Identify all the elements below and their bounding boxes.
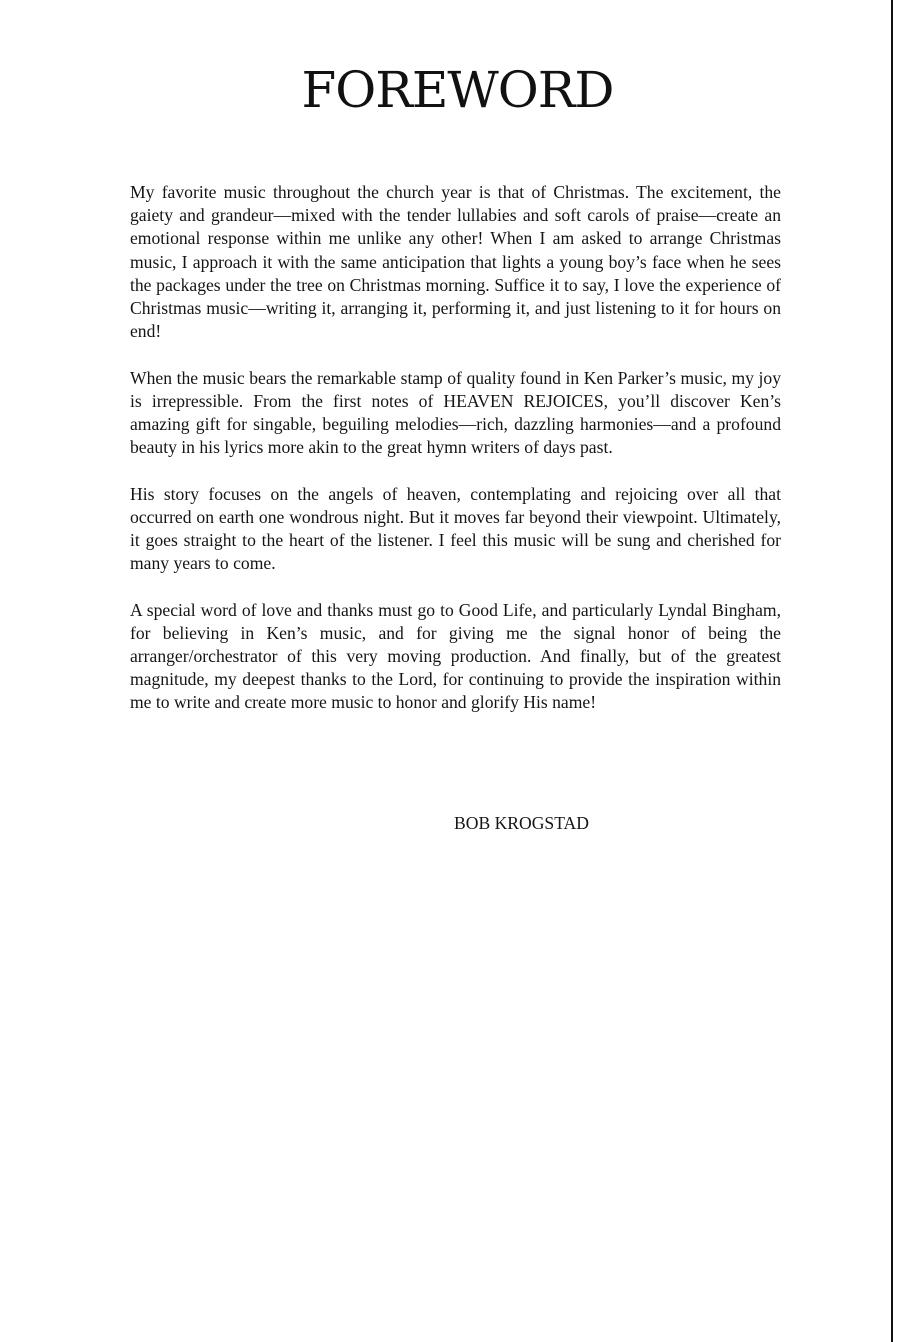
page-title: FOREWORD <box>301 61 614 119</box>
paragraph-4: A special word of love and thanks must go to Good Life, and particularly Lyndal Bingham, for believing in Ken’s music, and for giving me the signal honor of being the arranger/orchestrator of this very moving production. And finally, but of the greatest magnitude, my deepest thanks to the Lord, for continuing to provide the inspiration within me to write and create more music to honor and glorify His name! <box>130 599 781 713</box>
author-signature: BOB KROGSTAD <box>454 813 589 833</box>
paragraph-1: My favorite music throughout the church year is that of Christmas. The excitement, the gaiety and grandeur—mixed with the tender lullabies and soft carols of praise—create an emotional response within me unlike any other! When I am asked to arrange Christmas music, I approach it with the same anticipation that lights a young boy’s face when he sees the packages under the tree on Christmas morning. Suffice it to say, I love the experience of Christmas music—writing it, arranging it, performing it, and just listening to it for hours on end! <box>130 182 781 342</box>
paragraph-2: When the music bears the remarkable stamp of quality found in Ken Parker’s music, my joy is irrepressible. From the first notes of HEAVEN REJOICES, you’ll discover Ken’s amazing gift for singable, beguiling melodies—rich, dazzling harmonies—and a profound beauty in his lyrics more akin to the great hymn writers of days past. <box>130 367 781 458</box>
paragraph-3: His story focuses on the angels of heaven, contemplating and rejoicing over all that occurred on earth one wondrous night. But it moves far beyond their viewpoint. Ultimately, it goes straight to the heart of the listener. I feel this music will be sung and cherished for many years to come. <box>130 483 781 574</box>
foreword-body <box>130 181 781 738</box>
